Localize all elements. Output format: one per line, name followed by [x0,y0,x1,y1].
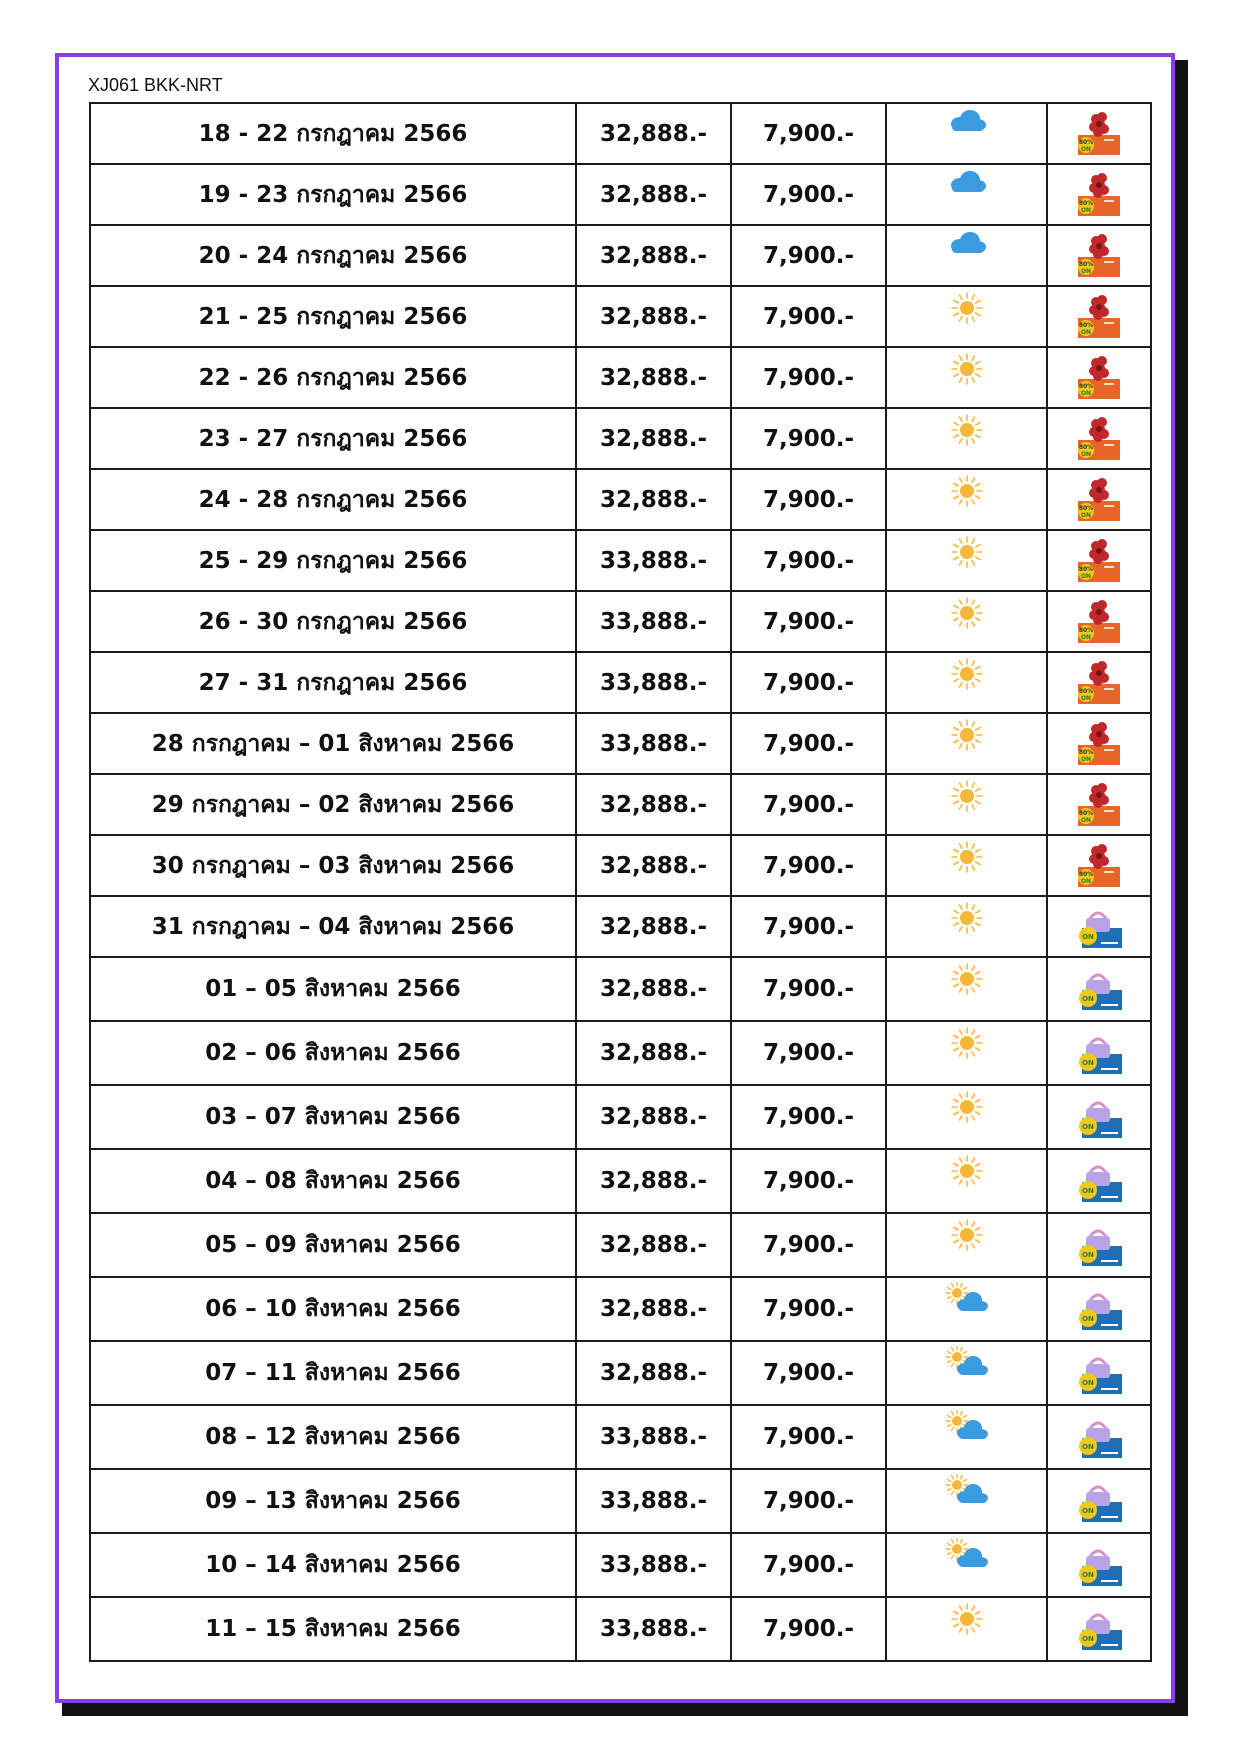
adult-price: 33,888.- [576,652,731,713]
shopping-bag-icon [1074,902,1124,952]
adult-price: 33,888.- [576,1597,731,1661]
shopping-bag-icon [1074,964,1124,1014]
table-row [90,835,1151,896]
weather-cell [886,1405,1047,1469]
travel-dates: 04 – 08 สิงหาคม 2566 [90,1149,576,1213]
weather-cell [886,774,1047,835]
table-row [90,286,1151,347]
svg-text:80%: 80% [1078,504,1094,512]
event-cell [1047,896,1151,957]
svg-text:ON: ON [1080,206,1092,214]
svg-text:80%: 80% [1078,687,1094,695]
travel-dates: 30 กรกฎาคม – 03 สิงหาคม 2566 [90,835,576,896]
svg-text:ON: ON [1082,1379,1094,1387]
child-price: 7,900.- [731,1341,886,1405]
travel-dates: 22 - 26 กรกฎาคม 2566 [90,347,576,408]
shopping-bag-icon [1074,1284,1124,1334]
sun-icon [950,291,984,325]
sun-icon [950,1602,984,1636]
sun-cloud-icon [945,1346,989,1380]
weather-cell [886,713,1047,774]
table-row [90,1469,1151,1533]
flower-promo-icon [1074,231,1124,281]
weather-cell [886,469,1047,530]
flower-promo-icon [1074,170,1124,220]
weather-cell [886,347,1047,408]
table-row [90,1213,1151,1277]
flower-promo-icon [1074,353,1124,403]
adult-price: 32,888.- [576,1085,731,1149]
adult-price: 32,888.- [576,774,731,835]
child-price: 7,900.- [731,1277,886,1341]
adult-price: 32,888.- [576,286,731,347]
sun-icon [950,596,984,630]
table-row [90,408,1151,469]
child-price: 7,900.- [731,652,886,713]
svg-text:ON: ON [1080,572,1092,580]
table-row [90,347,1151,408]
cloud-icon [946,169,988,197]
table-row [90,1533,1151,1597]
table-row [90,1341,1151,1405]
svg-text:ON: ON [1082,1635,1094,1643]
travel-dates: 29 กรกฎาคม – 02 สิงหาคม 2566 [90,774,576,835]
travel-dates: 03 – 07 สิงหาคม 2566 [90,1085,576,1149]
event-cell [1047,835,1151,896]
adult-price: 32,888.- [576,957,731,1021]
event-cell [1047,652,1151,713]
child-price: 7,900.- [731,774,886,835]
flower-promo-icon [1074,292,1124,342]
sun-icon [950,962,984,996]
travel-dates: 18 - 22 กรกฎาคม 2566 [90,103,576,164]
adult-price: 32,888.- [576,835,731,896]
child-price: 7,900.- [731,1597,886,1661]
flower-promo-icon [1074,475,1124,525]
shopping-bag-icon [1074,1028,1124,1078]
travel-dates: 23 - 27 กรกฎาคม 2566 [90,408,576,469]
child-price: 7,900.- [731,1533,886,1597]
table-row [90,103,1151,164]
travel-dates: 24 - 28 กรกฎาคม 2566 [90,469,576,530]
sun-icon [950,1026,984,1060]
sun-icon [950,901,984,935]
table-row [90,1085,1151,1149]
table-row [90,1597,1151,1661]
svg-text:ON: ON [1080,450,1092,458]
travel-dates: 26 - 30 กรกฎาคม 2566 [90,591,576,652]
travel-dates: 31 กรกฎาคม – 04 สิงหาคม 2566 [90,896,576,957]
weather-cell [886,1533,1047,1597]
table-row [90,225,1151,286]
svg-text:ON: ON [1080,511,1092,519]
weather-cell [886,1021,1047,1085]
child-price: 7,900.- [731,1405,886,1469]
weather-cell [886,225,1047,286]
shopping-bag-icon [1074,1156,1124,1206]
svg-text:ON: ON [1082,1251,1094,1259]
child-price: 7,900.- [731,896,886,957]
travel-dates: 20 - 24 กรกฎาคม 2566 [90,225,576,286]
weather-cell [886,1341,1047,1405]
svg-text:80%: 80% [1078,260,1094,268]
sun-cloud-icon [945,1538,989,1572]
adult-price: 33,888.- [576,530,731,591]
adult-price: 32,888.- [576,103,731,164]
table-row [90,591,1151,652]
flower-promo-icon [1074,597,1124,647]
weather-cell [886,896,1047,957]
event-cell [1047,713,1151,774]
svg-text:ON: ON [1080,755,1092,763]
event-cell [1047,164,1151,225]
svg-text:ON: ON [1082,1507,1094,1515]
event-cell [1047,1533,1151,1597]
weather-cell [886,591,1047,652]
child-price: 7,900.- [731,469,886,530]
svg-text:ON: ON [1080,633,1092,641]
svg-text:80%: 80% [1078,443,1094,451]
sun-icon [950,474,984,508]
travel-dates: 25 - 29 กรกฎาคม 2566 [90,530,576,591]
svg-text:80%: 80% [1078,748,1094,756]
svg-text:ON: ON [1080,816,1092,824]
weather-cell [886,103,1047,164]
weather-cell [886,408,1047,469]
travel-dates: 05 – 09 สิงหาคม 2566 [90,1213,576,1277]
child-price: 7,900.- [731,957,886,1021]
svg-text:ON: ON [1082,1571,1094,1579]
svg-text:ON: ON [1082,1315,1094,1323]
flower-promo-icon [1074,414,1124,464]
table-row [90,774,1151,835]
table-row [90,652,1151,713]
svg-text:ON: ON [1080,145,1092,153]
weather-cell [886,1469,1047,1533]
event-cell [1047,530,1151,591]
shopping-bag-icon [1074,1412,1124,1462]
adult-price: 33,888.- [576,1533,731,1597]
flower-promo-icon [1074,841,1124,891]
child-price: 7,900.- [731,225,886,286]
event-cell [1047,469,1151,530]
sun-cloud-icon [945,1410,989,1444]
adult-price: 32,888.- [576,225,731,286]
event-cell [1047,286,1151,347]
svg-text:ON: ON [1082,1123,1094,1131]
travel-dates: 11 – 15 สิงหาคม 2566 [90,1597,576,1661]
event-cell [1047,1405,1151,1469]
child-price: 7,900.- [731,1213,886,1277]
table-row [90,164,1151,225]
flower-promo-icon [1074,780,1124,830]
event-cell [1047,1085,1151,1149]
table-row [90,896,1151,957]
travel-dates: 07 – 11 สิงหาคม 2566 [90,1341,576,1405]
svg-text:ON: ON [1080,694,1092,702]
adult-price: 33,888.- [576,713,731,774]
shopping-bag-icon [1074,1540,1124,1590]
travel-dates: 09 – 13 สิงหาคม 2566 [90,1469,576,1533]
sun-icon [950,657,984,691]
weather-cell [886,835,1047,896]
weather-cell [886,286,1047,347]
child-price: 7,900.- [731,530,886,591]
flower-promo-icon [1074,109,1124,159]
svg-text:ON: ON [1080,389,1092,397]
travel-dates: 02 – 06 สิงหาคม 2566 [90,1021,576,1085]
weather-cell [886,1277,1047,1341]
cloud-icon [946,108,988,136]
table-row [90,1405,1151,1469]
svg-text:80%: 80% [1078,565,1094,573]
sun-icon [950,718,984,752]
child-price: 7,900.- [731,591,886,652]
shopping-bag-icon [1074,1604,1124,1654]
svg-text:ON: ON [1080,267,1092,275]
sun-icon [950,779,984,813]
sun-cloud-icon [945,1282,989,1316]
event-cell [1047,103,1151,164]
flower-promo-icon [1074,536,1124,586]
event-cell [1047,1597,1151,1661]
sun-icon [950,1090,984,1124]
sun-icon [950,1154,984,1188]
adult-price: 32,888.- [576,1213,731,1277]
travel-dates: 06 – 10 สิงหาคม 2566 [90,1277,576,1341]
svg-text:ON: ON [1080,328,1092,336]
adult-price: 33,888.- [576,1469,731,1533]
event-cell [1047,408,1151,469]
svg-text:ON: ON [1082,1059,1094,1067]
shopping-bag-icon [1074,1476,1124,1526]
child-price: 7,900.- [731,713,886,774]
svg-text:ON: ON [1082,1187,1094,1195]
adult-price: 32,888.- [576,469,731,530]
sun-icon [950,840,984,874]
event-cell [1047,1021,1151,1085]
sun-cloud-icon [945,1474,989,1508]
travel-dates: 21 - 25 กรกฎาคม 2566 [90,286,576,347]
child-price: 7,900.- [731,1085,886,1149]
event-cell [1047,1213,1151,1277]
svg-text:80%: 80% [1078,626,1094,634]
svg-text:80%: 80% [1078,382,1094,390]
travel-dates: 10 – 14 สิงหาคม 2566 [90,1533,576,1597]
flower-promo-icon [1074,719,1124,769]
travel-dates: 27 - 31 กรกฎาคม 2566 [90,652,576,713]
event-cell [1047,1277,1151,1341]
adult-price: 32,888.- [576,164,731,225]
svg-text:80%: 80% [1078,870,1094,878]
child-price: 7,900.- [731,347,886,408]
travel-dates: 19 - 23 กรกฎาคม 2566 [90,164,576,225]
weather-cell [886,652,1047,713]
child-price: 7,900.- [731,164,886,225]
sun-icon [950,413,984,447]
svg-text:80%: 80% [1078,321,1094,329]
adult-price: 32,888.- [576,896,731,957]
event-cell [1047,1469,1151,1533]
event-cell [1047,1149,1151,1213]
adult-price: 33,888.- [576,591,731,652]
event-cell [1047,347,1151,408]
weather-cell [886,1213,1047,1277]
weather-cell [886,530,1047,591]
svg-text:ON: ON [1082,932,1094,941]
travel-dates: 28 กรกฎาคม – 01 สิงหาคม 2566 [90,713,576,774]
adult-price: 32,888.- [576,1149,731,1213]
sun-icon [950,535,984,569]
svg-text:ON: ON [1082,995,1094,1003]
svg-text:80%: 80% [1078,138,1094,146]
svg-text:80%: 80% [1078,809,1094,817]
event-cell [1047,591,1151,652]
child-price: 7,900.- [731,1021,886,1085]
child-price: 7,900.- [731,286,886,347]
weather-cell [886,1085,1047,1149]
travel-dates: 01 – 05 สิงหาคม 2566 [90,957,576,1021]
sun-icon [950,352,984,386]
table-row [90,469,1151,530]
child-price: 7,900.- [731,408,886,469]
table-row [90,713,1151,774]
child-price: 7,900.- [731,835,886,896]
adult-price: 33,888.- [576,1405,731,1469]
shopping-bag-icon [1074,1348,1124,1398]
adult-price: 32,888.- [576,347,731,408]
table-row [90,1277,1151,1341]
cloud-icon [946,230,988,258]
weather-cell [886,164,1047,225]
child-price: 7,900.- [731,1149,886,1213]
adult-price: 32,888.- [576,408,731,469]
table-row [90,957,1151,1021]
svg-text:80%: 80% [1078,199,1094,207]
sun-icon [950,1218,984,1252]
child-price: 7,900.- [731,103,886,164]
weather-cell [886,1149,1047,1213]
event-cell [1047,225,1151,286]
adult-price: 32,888.- [576,1021,731,1085]
svg-text:ON: ON [1082,1443,1094,1451]
table-row [90,1021,1151,1085]
adult-price: 32,888.- [576,1277,731,1341]
weather-cell [886,1597,1047,1661]
svg-text:ON: ON [1080,877,1092,885]
table-row [90,1149,1151,1213]
shopping-bag-icon [1074,1220,1124,1270]
travel-dates: 08 – 12 สิงหาคม 2566 [90,1405,576,1469]
table-row [90,530,1151,591]
event-cell [1047,1341,1151,1405]
event-cell [1047,774,1151,835]
adult-price: 32,888.- [576,1341,731,1405]
departure-table [89,102,1152,1662]
tour-code: XJ061 BKK-NRT [88,75,223,95]
child-price: 7,900.- [731,1469,886,1533]
shopping-bag-icon [1074,1092,1124,1142]
flower-promo-icon [1074,658,1124,708]
weather-cell [886,957,1047,1021]
event-cell [1047,957,1151,1021]
